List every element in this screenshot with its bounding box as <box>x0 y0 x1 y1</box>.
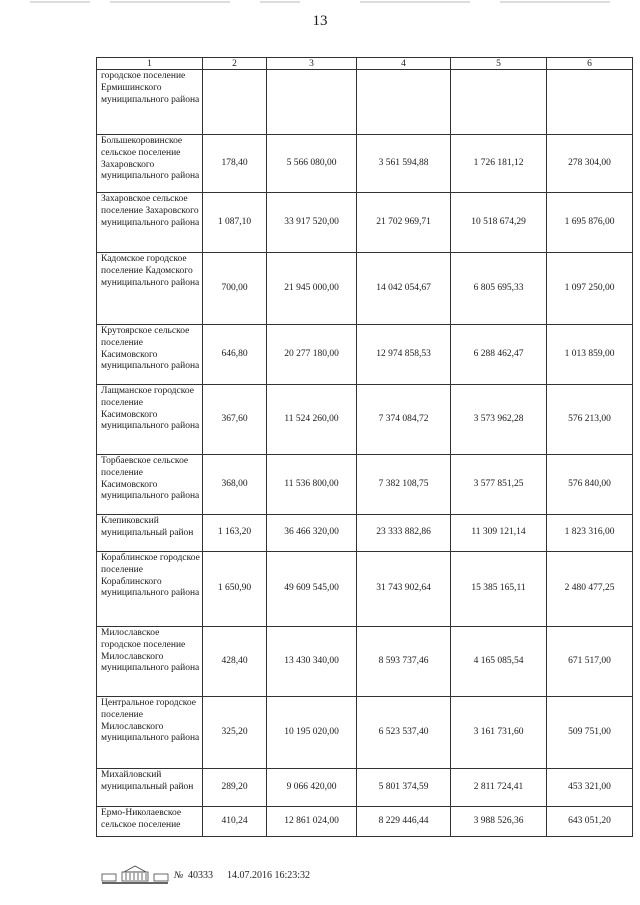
value-cell-c5 <box>451 70 547 135</box>
value-cell-c5: 3 161 731,60 <box>451 697 547 769</box>
municipality-name-cell: городское поселение Ермишинского муниципального района <box>97 70 203 135</box>
value-cell-c6: 278 304,00 <box>547 135 633 193</box>
value-cell-c6: 509 751,00 <box>547 697 633 769</box>
value-cell-c5: 10 518 674,29 <box>451 193 547 253</box>
table-row <box>97 515 633 552</box>
table-row <box>97 455 633 515</box>
table-row <box>97 697 633 769</box>
value-cell-c6: 1 013 859,00 <box>547 325 633 385</box>
value-cell-c2: 700,00 <box>203 253 267 325</box>
document-datetime: 14.07.2016 16:23:32 <box>227 870 311 881</box>
column-header: 5 <box>451 58 547 70</box>
value-cell-c3: 10 195 020,00 <box>267 697 357 769</box>
value-cell-c2: 289,20 <box>203 769 267 807</box>
value-cell-c5: 2 811 724,41 <box>451 769 547 807</box>
value-cell-c2: 646,80 <box>203 325 267 385</box>
value-cell-c3: 49 609 545,00 <box>267 552 357 627</box>
government-building-stamp-icon <box>100 864 170 886</box>
value-cell-c6: 1 695 876,00 <box>547 193 633 253</box>
table-row <box>97 552 633 627</box>
table-row <box>97 627 633 697</box>
document-number-sign: № <box>174 870 184 881</box>
value-cell-c4: 12 974 858,53 <box>357 325 451 385</box>
value-cell-c4: 5 801 374,59 <box>357 769 451 807</box>
value-cell-c6: 453 321,00 <box>547 769 633 807</box>
municipality-name-cell: Лащманское городское поселение Касимовского муниципального района <box>97 385 203 455</box>
value-cell-c3: 13 430 340,00 <box>267 627 357 697</box>
municipality-name-cell: Кораблинское городское поселение Кораблинского муниципального района <box>97 552 203 627</box>
value-cell-c2: 428,40 <box>203 627 267 697</box>
value-cell-c4: 6 523 537,40 <box>357 697 451 769</box>
value-cell-c3: 36 466 320,00 <box>267 515 357 552</box>
municipality-name-cell: Милославское городское поселение Милославского муниципального района <box>97 627 203 697</box>
value-cell-c4: 14 042 054,67 <box>357 253 451 325</box>
table-row <box>97 385 633 455</box>
value-cell-c5: 6 805 695,33 <box>451 253 547 325</box>
municipality-name-cell: Клепиковский муниципальный район <box>97 515 203 552</box>
data-table-container <box>96 57 633 837</box>
value-cell-c5: 3 573 962,28 <box>451 385 547 455</box>
value-cell-c4: 8 593 737,46 <box>357 627 451 697</box>
value-cell-c3: 33 917 520,00 <box>267 193 357 253</box>
municipality-name-cell: Михайловский муниципальный район <box>97 769 203 807</box>
value-cell-c3: 5 566 080,00 <box>267 135 357 193</box>
value-cell-c4: 21 702 969,71 <box>357 193 451 253</box>
value-cell-c2: 367,60 <box>203 385 267 455</box>
value-cell-c6: 1 823 316,00 <box>547 515 633 552</box>
value-cell-c4 <box>357 70 451 135</box>
document-id: 40333 <box>188 870 213 881</box>
document-footer <box>100 864 520 886</box>
municipality-name-cell: Ермо-Николаевское сельское поселение <box>97 807 203 837</box>
value-cell-c6: 576 213,00 <box>547 385 633 455</box>
value-cell-c3: 9 066 420,00 <box>267 769 357 807</box>
column-header: 1 <box>97 58 203 70</box>
value-cell-c5: 3 988 526,36 <box>451 807 547 837</box>
municipality-name-cell: Большекоровинское сельское поселение Захаровского муниципального района <box>97 135 203 193</box>
column-header: 6 <box>547 58 633 70</box>
value-cell-c2: 178,40 <box>203 135 267 193</box>
column-header: 4 <box>357 58 451 70</box>
value-cell-c5: 4 165 085,54 <box>451 627 547 697</box>
value-cell-c3: 12 861 024,00 <box>267 807 357 837</box>
value-cell-c2: 1 163,20 <box>203 515 267 552</box>
scan-edge-marks <box>30 0 610 4</box>
column-header: 2 <box>203 58 267 70</box>
value-cell-c4: 31 743 902,64 <box>357 552 451 627</box>
value-cell-c2: 1 087,10 <box>203 193 267 253</box>
value-cell-c5: 3 577 851,25 <box>451 455 547 515</box>
value-cell-c3: 11 536 800,00 <box>267 455 357 515</box>
table-row <box>97 135 633 193</box>
value-cell-c4: 7 382 108,75 <box>357 455 451 515</box>
header-row <box>97 58 633 70</box>
municipality-name-cell: Кадомское городское поселение Кадомского муниципального района <box>97 253 203 325</box>
value-cell-c5: 11 309 121,14 <box>451 515 547 552</box>
column-header: 3 <box>267 58 357 70</box>
value-cell-c6: 2 480 477,25 <box>547 552 633 627</box>
value-cell-c4: 23 333 882,86 <box>357 515 451 552</box>
data-table <box>96 57 633 837</box>
value-cell-c4: 3 561 594,88 <box>357 135 451 193</box>
municipality-name-cell: Захаровское сельское поселение Захаровского муниципального района <box>97 193 203 253</box>
value-cell-c2: 410,24 <box>203 807 267 837</box>
table-row <box>97 807 633 837</box>
value-cell-c3 <box>267 70 357 135</box>
value-cell-c4: 8 229 446,44 <box>357 807 451 837</box>
value-cell-c6: 576 840,00 <box>547 455 633 515</box>
municipality-name-cell: Торбаевское сельское поселение Касимовского муниципального района <box>97 455 203 515</box>
value-cell-c3: 20 277 180,00 <box>267 325 357 385</box>
table-row <box>97 70 633 135</box>
page-number: 13 <box>312 13 328 29</box>
value-cell-c6: 1 097 250,00 <box>547 253 633 325</box>
value-cell-c3: 21 945 000,00 <box>267 253 357 325</box>
value-cell-c4: 7 374 084,72 <box>357 385 451 455</box>
value-cell-c2 <box>203 70 267 135</box>
value-cell-c2: 368,00 <box>203 455 267 515</box>
value-cell-c2: 325,20 <box>203 697 267 769</box>
value-cell-c5: 15 385 165,11 <box>451 552 547 627</box>
value-cell-c5: 1 726 181,12 <box>451 135 547 193</box>
table-row <box>97 325 633 385</box>
municipality-name-cell: Крутоярское сельское поселение Касимовского муниципального района <box>97 325 203 385</box>
value-cell-c6 <box>547 70 633 135</box>
value-cell-c5: 6 288 462,47 <box>451 325 547 385</box>
table-row <box>97 193 633 253</box>
value-cell-c6: 643 051,20 <box>547 807 633 837</box>
municipality-name-cell: Центральное городское поселение Милославского муниципального района <box>97 697 203 769</box>
table-row <box>97 769 633 807</box>
value-cell-c2: 1 650,90 <box>203 552 267 627</box>
table-row <box>97 253 633 325</box>
value-cell-c3: 11 524 260,00 <box>267 385 357 455</box>
value-cell-c6: 671 517,00 <box>547 627 633 697</box>
